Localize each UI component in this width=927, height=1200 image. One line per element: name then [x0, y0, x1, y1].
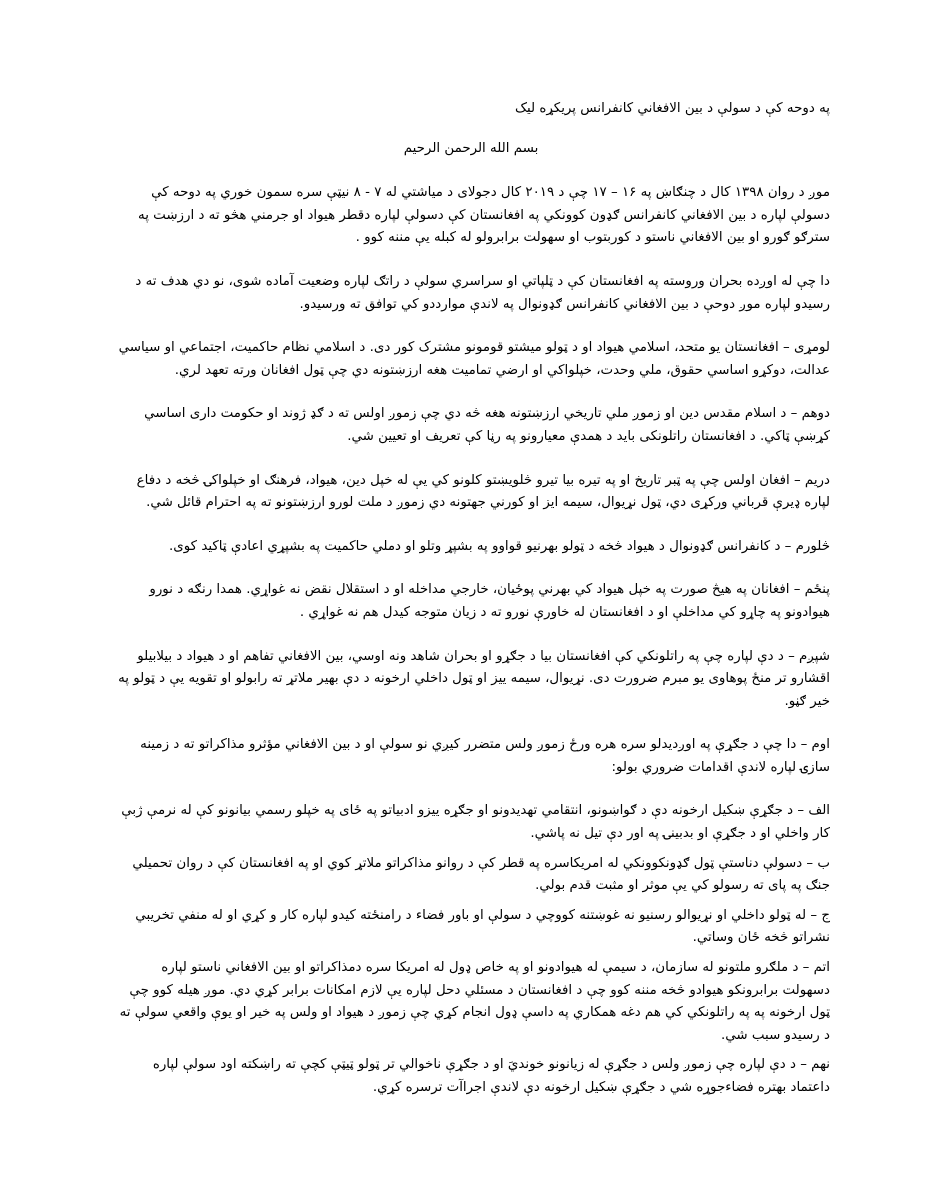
paragraph-second: دوهم – د اسلام مقدس دين او زموږ ملي تاريخي ارزښتونه هغه څه دي چې زموږ اولس ته د ګډ ژوند او حکومت داری اساسي کړښې ټاکي. د افغانستان راتلونکی بايد د همدې معيارونو په رڼا کې تعريف او تعيين شي. [144, 406, 830, 444]
paragraph-third: دريم – افغان اولس چې په ټبر تاريخ او په تيره بيا تيرو څلويښتو کلونو کي يې له خپل دين، هيواد، فرهنګ او خپلواکۍ څخه د دفاع لپاره ډيرې قرباني ورکړی دي، ټول نړيوال، سيمه ايز او کورني جهتونه دي زموږ د ملت لورو ارزښتونو ته په احترام قائل شي. [136, 472, 830, 511]
document-title: په دوحه کې د سولې د بين الافغاني کانفرانس پريکړه ليک [515, 101, 830, 116]
paragraph-fifth: پنځم – افغانان په هيڅ صورت په خپل هيواد کي بهرني پوځيان، خارجي مداخله او د استقلال نقض نه غواړي. همدا رنګه د نورو هيوادونو په چاړو کي مداخلې او د افغانستان له خاورې نورو ته د زيان متوجه کيدل هم نه غواړي . [149, 582, 830, 620]
document-body [112, 98, 830, 1107]
paragraph-first: لومړی – افغانستان يو متحد، اسلامي هيواد او د ټولو ميشتو قومونو مشترک کور دی. د اسلامي نظام حاکميت، اجتماعي او سياسي عدالت، دوکړو اساسي حقوق، ملي وحدت، خپلواکي او ارضي تماميت هغه ارزښتونه دي چې ټول افغانان ورته تعهد لري. [118, 340, 830, 378]
paragraph-intro: موږ د روان ۱۳۹۸ کال د چنګاښ په ۱۶ – ۱۷ چې د ۲۰۱۹ کال دجولای د مياشتي له ۷ - ۸ نيټې سره سمون خوري په دوحه کې دسولې لپاره د بين الافغاني کانفرانس ګډون کوونکي په افغانستان کې دسولې لپاره دقطر هيواد او جرمني هڅو ته د ارزښت په سترګو ګورو او بين الافغاني ناستو د کوربتوب او سهولت برابرولو له کبله يې مننه کوو . [138, 185, 830, 246]
list-item: نهم – د دې لپاره چې زموږ ولس د جګړې له زيانونو خونديَ او د جګړې ناخوالي تر ټولو ټيټې کچې ته راښکته اود سولې لپاره داعتماد بهتره فضاءجوړه شي د جګړې ښکيل ارخونه دې لاندې اجراآت ترسره کړي. [152, 1057, 830, 1095]
paragraph-agreement: دا چې له اوږده بحران وروسته په افغانستان کې د ټلپاتي او سراسري سولې د راتګ لپاره وضعيت آماده شوی، نو دي هدف ته د رسيدو لپاره موږ دوحې د بين الافغاني کانفرانس ګډونوال په لاندې موارددو کي توافق ته ورسيدو. [135, 273, 830, 312]
list-item: اتم – د ملګرو ملتونو له سازمان، د سيمې له هيوادونو او په خاص ډول له امريکا سره دمذاکراتو او بين الافغاني ناستو لپاره دسهولت برابرونکو هيوادو څخه مننه کوو چې د افغانستان د مسئلي دحل لپاره يې لازم امکانات برابر کړي دي. موږ هيله کوو چې ټول ارخونه په په راتلونکي کي هم دغه همکاري په داسې ډول انجام کړي چې زموږ د هيواد او ولس په خير او يوې واقعي سولې ته د رسيدو سبب شي. [119, 960, 830, 1043]
list-item: ب – دسولې دناستې ټول ګډونکوونکي له امريکاسره په قطر کې د روانو مذاکراتو ملاتړ کوي او په افغانستان کې د روان تحميلي جنګ په پای ته رسولو کي يې موثر او مثبت قدم بولي. [132, 855, 830, 894]
paragraph-sixth: شپږم – د دې لپاره چې په راتلونکي کې افغانستان بيا د جګړو او بحران شاهد ونه اوسي، بين الافغاني تفاهم او د هيواد د بيلابيلو اقشارو تر منځ پوهاوی يو مبرم ضرورت دی. نړيوال، سيمه ييز او ټول داخلي ارخونه د دې بهير ملاتړ ته رابولو او تقويه يې د ټولو په خير ګڼو. [118, 648, 830, 709]
list-item: ج – له ټولو داخلي او نړيوالو رسنيو نه غوښتنه کووچي د سولې او باور فضاء د رامنځته کيدو لپاره کار و کړي او له منفي تخريبي نشراتو څخه ځان وساتي. [135, 907, 830, 946]
measures-list [112, 800, 830, 1099]
paragraph-seventh: اوم – دا چې د جګړې په اوږديدلو سره هره ورځ زموږ ولس متضرر کيږي نو سولې او د بين الافغاني مؤثرو مذاکراتو ته د زمينه سازۍ لپاره لاندې اقدامات ضروري بولو: [140, 737, 830, 775]
list-item: الف – د جګړې ښکيل ارخونه دې د ګواښونو، انتقامي تهديدونو او جګړه ييزو ادبياتو په ځای په خپلو رسمي بيانونو کې له نرمې ژبې کار واخلي او د جګړې او بدبينۍ په اور دې تيل نه پاشي. [121, 803, 830, 842]
basmala: بسم الله الرحمن الرحیم [403, 140, 539, 156]
paragraph-fourth: څلورم – د کانفرانس ګډونوال د هيواد څخه د ټولو بهرنيو قواوو په بشپړ وتلو او دملي حاکميت په بشپړي اعادې ټاکيد کوی. [169, 538, 830, 554]
